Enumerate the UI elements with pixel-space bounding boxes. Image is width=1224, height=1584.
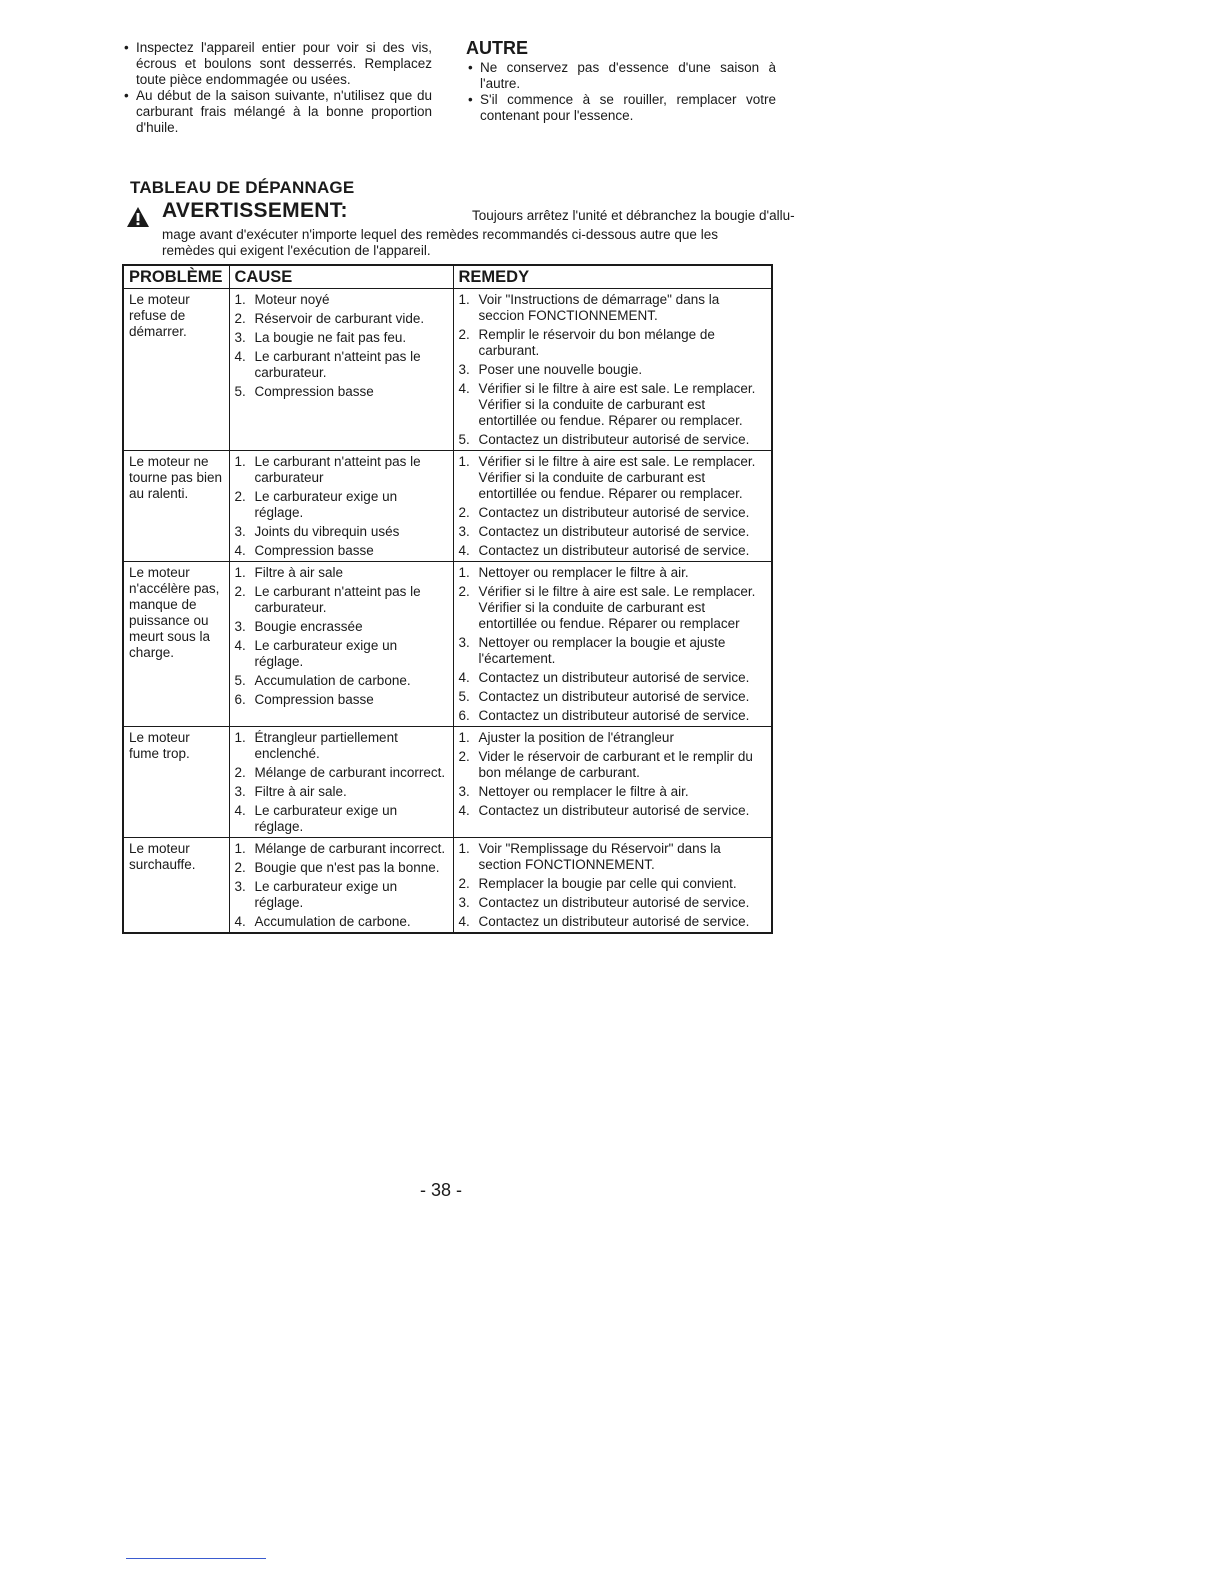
remedy-text: Remplacer la bougie par celle qui convient. <box>478 876 737 891</box>
remedy-number: 4. <box>458 381 470 396</box>
remedy-number: 4. <box>458 914 470 929</box>
remedy-text: Contactez un distributeur autorisé de service. <box>478 524 750 539</box>
maintenance-notes <box>122 40 432 136</box>
remedy-item <box>459 803 767 819</box>
intro-bullet-list <box>122 40 432 136</box>
header-remedy: REMEDY <box>453 265 772 289</box>
cause-item <box>235 784 448 800</box>
remedy-item <box>459 543 767 559</box>
cause-item <box>235 730 448 762</box>
cause-item <box>235 673 448 689</box>
remedy-number: 2. <box>458 584 470 599</box>
cause-item <box>235 292 448 308</box>
autre-title: AUTRE <box>466 38 528 58</box>
cause-text: Compression basse <box>254 692 374 707</box>
cause-cell <box>229 289 453 451</box>
footer-rule <box>126 1558 266 1559</box>
remedy-number: 4. <box>458 543 470 558</box>
remedy-number: 3. <box>458 524 470 539</box>
remedy-cell <box>453 838 772 934</box>
cause-number: 4. <box>234 914 246 929</box>
cause-text: Filtre à air sale <box>254 565 344 580</box>
problem-cell: Le moteur surchauffe. <box>123 838 229 934</box>
remedy-number: 5. <box>458 432 470 447</box>
remedy-text: Contactez un distributeur autorisé de service. <box>478 689 750 704</box>
header-cause: CAUSE <box>229 265 453 289</box>
remedy-number: 2. <box>458 749 470 764</box>
cause-item <box>235 803 448 835</box>
cause-item <box>235 914 448 930</box>
autre-section <box>466 38 776 124</box>
cause-item <box>235 454 448 486</box>
cause-number: 4. <box>234 803 246 818</box>
cause-number: 1. <box>234 730 246 745</box>
remedy-text: Nettoyer ou remplacer la bougie et ajuste l'écartement. <box>478 635 726 666</box>
problem-cell: Le moteur fume trop. <box>123 727 229 838</box>
remedy-text: Nettoyer ou remplacer le filtre à air. <box>478 784 689 799</box>
cause-number: 4. <box>234 349 246 364</box>
cause-number: 5. <box>234 384 246 399</box>
cause-text: Moteur noyé <box>254 292 330 307</box>
remedy-number: 2. <box>458 876 470 891</box>
remedy-item <box>459 584 767 632</box>
remedy-text: Contactez un distributeur autorisé de service. <box>478 914 750 929</box>
problem-cell: Le moteur n'accélère pas, manque de puissance ou meurt sous la charge. <box>123 562 229 727</box>
remedy-text: Contactez un distributeur autorisé de service. <box>478 432 750 447</box>
intro-bullet: • Inspectez l'appareil entier pour voir si des vis, écrous et boulons sont desserrés. Remplacez toute pièce endommagée ou usées. <box>122 40 432 88</box>
remedy-number: 3. <box>458 362 470 377</box>
cause-text: Mélange de carburant incorrect. <box>254 765 446 780</box>
cause-text: Le carburateur exige un réglage. <box>254 489 398 520</box>
remedy-number: 1. <box>458 454 470 469</box>
remedy-text: Vider le réservoir de carburant et le remplir du bon mélange de carburant. <box>478 749 753 780</box>
remedy-list <box>459 841 767 930</box>
remedy-number: 4. <box>458 803 470 818</box>
remedy-cell <box>453 289 772 451</box>
cause-number: 2. <box>234 765 246 780</box>
remedy-text: Ajuster la position de l'étrangleur <box>478 730 674 745</box>
remedy-text: Contactez un distributeur autorisé de service. <box>478 670 750 685</box>
cause-text: Accumulation de carbone. <box>254 914 411 929</box>
table-header-row <box>123 265 772 289</box>
remedy-text: Contactez un distributeur autorisé de service. <box>478 803 750 818</box>
cause-item <box>235 330 448 346</box>
cause-number: 1. <box>234 841 246 856</box>
cause-text: Mélange de carburant incorrect. <box>254 841 446 856</box>
remedy-item <box>459 841 767 873</box>
cause-number: 4. <box>234 543 246 558</box>
remedy-item <box>459 689 767 705</box>
cause-item <box>235 543 448 559</box>
remedy-text: Vérifier si le filtre à aire est sale. Le remplacer. Vérifier si la conduite de carburant est entortillée ou fendue. Réparer ou remplacer. <box>478 454 756 501</box>
cause-text: Réservoir de carburant vide. <box>254 311 425 326</box>
cause-number: 2. <box>234 584 246 599</box>
remedy-text: Contactez un distributeur autorisé de service. <box>478 505 750 520</box>
problem-cell: Le moteur refuse de démarrer. <box>123 289 229 451</box>
table-row <box>123 562 772 727</box>
cause-number: 2. <box>234 311 246 326</box>
remedy-number: 3. <box>458 784 470 799</box>
remedy-item <box>459 708 767 724</box>
remedy-item <box>459 362 767 378</box>
remedy-item <box>459 505 767 521</box>
remedy-item <box>459 381 767 429</box>
autre-bullet: • Ne conservez pas d'essence d'une saison à l'autre. <box>466 60 776 92</box>
autre-bullet: • S'il commence à se rouiller, remplacer votre contenant pour l'essence. <box>466 92 776 124</box>
remedy-item <box>459 914 767 930</box>
remedy-number: 6. <box>458 708 470 723</box>
cause-item <box>235 841 448 857</box>
cause-text: Compression basse <box>254 384 374 399</box>
remedy-text: Contactez un distributeur autorisé de service. <box>478 543 750 558</box>
cause-number: 5. <box>234 673 246 688</box>
cause-number: 3. <box>234 619 246 634</box>
cause-cell <box>229 451 453 562</box>
remedy-number: 1. <box>458 841 470 856</box>
remedy-item <box>459 876 767 892</box>
cause-text: Le carburateur exige un réglage. <box>254 879 398 910</box>
table-row <box>123 727 772 838</box>
page-number: - 38 - <box>420 1180 463 1200</box>
remedy-cell <box>453 727 772 838</box>
cause-number: 3. <box>234 879 246 894</box>
remedy-item <box>459 784 767 800</box>
table-body <box>123 289 772 934</box>
remedy-item <box>459 895 767 911</box>
cause-item <box>235 349 448 381</box>
remedy-number: 1. <box>458 292 470 307</box>
remedy-text: Voir "Instructions de démarrage" dans la seccion FONCTIONNEMENT. <box>478 292 720 323</box>
cause-number: 3. <box>234 330 246 345</box>
remedy-item <box>459 292 767 324</box>
remedy-number: 3. <box>458 895 470 910</box>
cause-text: Le carburant n'atteint pas le carburateur. <box>254 584 421 615</box>
cause-cell <box>229 727 453 838</box>
cause-text: Filtre à air sale. <box>254 784 347 799</box>
cause-number: 2. <box>234 860 246 875</box>
cause-text: Le carburant n'atteint pas le carburateur. <box>254 349 421 380</box>
cause-number: 2. <box>234 489 246 504</box>
remedy-item <box>459 432 767 448</box>
remedy-number: 2. <box>458 505 470 520</box>
remedy-text: Nettoyer ou remplacer le filtre à air. <box>478 565 689 580</box>
cause-text: Compression basse <box>254 543 374 558</box>
cause-number: 3. <box>234 784 246 799</box>
troubleshooting-table <box>122 264 773 934</box>
section-title: TABLEAU DE DÉPANNAGE <box>130 178 355 197</box>
cause-number: 4. <box>234 638 246 653</box>
remedy-number: 2. <box>458 327 470 342</box>
remedy-text: Poser une nouvelle bougie. <box>478 362 643 377</box>
cause-number: 1. <box>234 454 246 469</box>
cause-item <box>235 879 448 911</box>
cause-text: Le carburateur exige un réglage. <box>254 803 398 834</box>
cause-cell <box>229 838 453 934</box>
remedy-text: Vérifier si le filtre à aire est sale. Le remplacer. Vérifier si la conduite de carburant est entortillée ou fendue. Réparer ou remplacer <box>478 584 756 631</box>
cause-item <box>235 524 448 540</box>
cause-item <box>235 311 448 327</box>
problem-cell: Le moteur ne tourne pas bien au ralenti. <box>123 451 229 562</box>
cause-cell <box>229 562 453 727</box>
cause-number: 1. <box>234 565 246 580</box>
cause-list <box>235 454 448 559</box>
remedy-item <box>459 749 767 781</box>
remedy-list <box>459 454 767 559</box>
warning-triangle-icon <box>126 206 150 228</box>
remedy-cell <box>453 562 772 727</box>
cause-item <box>235 584 448 616</box>
remedy-item <box>459 327 767 359</box>
cause-item <box>235 638 448 670</box>
remedy-item <box>459 730 767 746</box>
remedy-item <box>459 524 767 540</box>
remedy-item <box>459 565 767 581</box>
remedy-item <box>459 454 767 502</box>
cause-list <box>235 292 448 400</box>
cause-text: Accumulation de carbone. <box>254 673 411 688</box>
cause-list <box>235 841 448 930</box>
remedy-number: 1. <box>458 730 470 745</box>
remedy-text: Voir "Remplissage du Réservoir" dans la section FONCTIONNEMENT. <box>478 841 721 872</box>
cause-text: Le carburateur exige un réglage. <box>254 638 398 669</box>
remedy-list <box>459 565 767 724</box>
warning-text-continued: mage avant d'exécuter n'importe lequel des remèdes recommandés ci-dessous autre que les remèdes qui exigent l'exécution de l'appareil. <box>162 227 718 258</box>
cause-text: Bougie que n'est pas la bonne. <box>254 860 440 875</box>
remedy-text: Contactez un distributeur autorisé de service. <box>478 708 750 723</box>
cause-item <box>235 765 448 781</box>
cause-number: 3. <box>234 524 246 539</box>
cause-item <box>235 860 448 876</box>
cause-number: 6. <box>234 692 246 707</box>
remedy-list <box>459 730 767 819</box>
remedy-item <box>459 670 767 686</box>
remedy-number: 4. <box>458 670 470 685</box>
remedy-text: Remplir le réservoir du bon mélange de carburant. <box>478 327 715 358</box>
cause-text: Bougie encrassée <box>254 619 363 634</box>
cause-item <box>235 619 448 635</box>
cause-text: Étrangleur partiellement enclenché. <box>254 730 398 761</box>
intro-bullet: • Au début de la saison suivante, n'utilisez que du carburant frais mélangé à la bonne proportion d'huile. <box>122 88 432 136</box>
table-row <box>123 289 772 451</box>
remedy-number: 3. <box>458 635 470 650</box>
autre-bullet-list <box>466 60 776 124</box>
remedy-cell <box>453 451 772 562</box>
warning-label: AVERTISSEMENT: <box>162 199 348 222</box>
cause-text: La bougie ne fait pas feu. <box>254 330 407 345</box>
remedy-text: Contactez un distributeur autorisé de service. <box>478 895 750 910</box>
cause-list <box>235 565 448 708</box>
table-row <box>123 838 772 934</box>
header-problem: PROBLÈME <box>123 265 229 289</box>
table-row <box>123 451 772 562</box>
warning-text: Toujours arrêtez l'unité et débranchez la bougie d'allu- <box>472 208 795 223</box>
cause-item <box>235 489 448 521</box>
remedy-number: 5. <box>458 689 470 704</box>
cause-text: Le carburant n'atteint pas le carburateur <box>254 454 421 485</box>
remedy-item <box>459 635 767 667</box>
remedy-number: 1. <box>458 565 470 580</box>
cause-number: 1. <box>234 292 246 307</box>
cause-item <box>235 692 448 708</box>
remedy-list <box>459 292 767 448</box>
remedy-text: Vérifier si le filtre à aire est sale. Le remplacer. Vérifier si la conduite de carburant est entortillée ou fendue. Réparer ou remplacer. <box>478 381 756 428</box>
cause-item <box>235 565 448 581</box>
cause-text: Joints du vibrequin usés <box>254 524 400 539</box>
cause-item <box>235 384 448 400</box>
cause-list <box>235 730 448 835</box>
